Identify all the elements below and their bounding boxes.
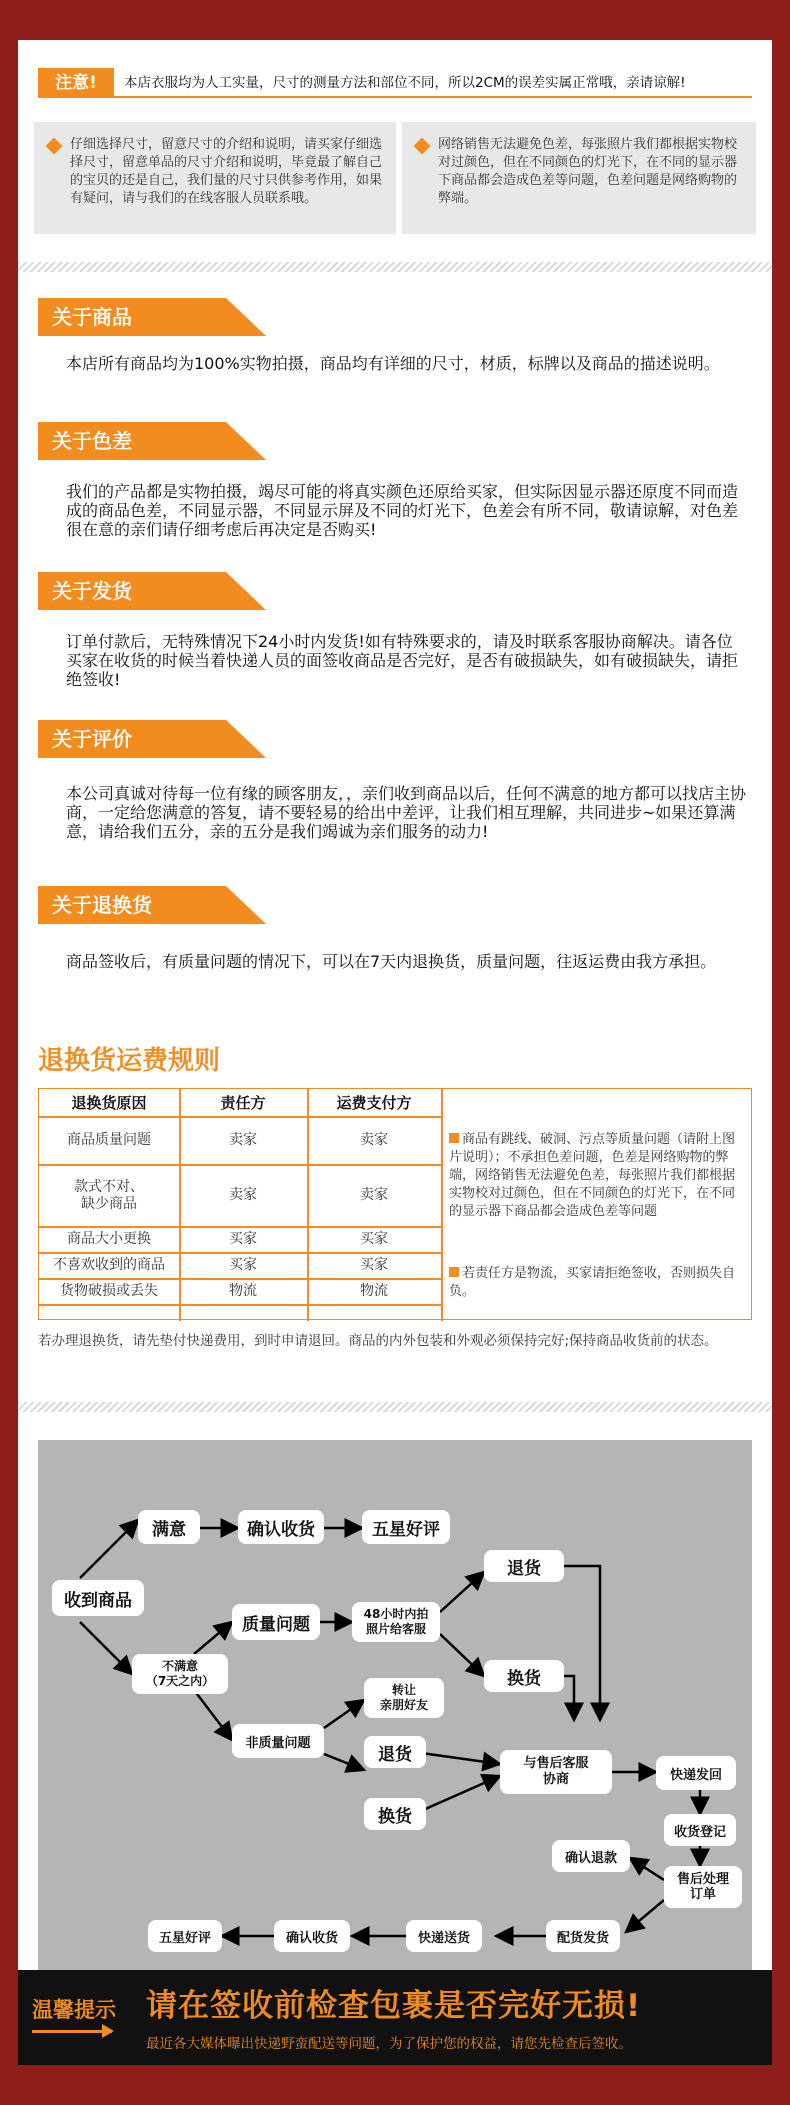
table-header: 运费支付方 xyxy=(336,1094,412,1112)
table-cell: 卖家 xyxy=(360,1132,388,1148)
arrow-right-icon xyxy=(32,2030,112,2033)
section-body-review: 本公司真诚对待每一位有缘的顾客朋友，，亲们收到商品以后，任何不满意的地方都可以找店主协商，一定给您满意的答复，请不要轻易的给出中差评，让我们相互理解，共同进步~如果还算满意，请给我们五分，亲的五分是我们竭诚为亲们服务的动力! xyxy=(66,784,747,841)
diamond-bullet-icon xyxy=(414,138,431,155)
rules-note-text: 若责任方是物流，买家请拒绝签收，否则损失自负。 xyxy=(449,1266,736,1299)
rules-footer: 若办理退换货，请先垫付快递费用，到时申请退回。商品的内外包装和外观必须保持完好;保持商品收货前的状态。 xyxy=(38,1333,718,1349)
color-tip-box xyxy=(402,122,756,234)
notice-text: 本店衣服均为人工实量，尺寸的测量方法和部位不同，所以2CM的误差实属正常哦，亲请谅解! xyxy=(124,75,686,91)
color-tip-text: 网络销售无法避免色差，每张照片我们都根据实物校对过颜色，但在不同颜色的灯光下，在不同的显示器下商品都会造成色差等问题，色差问题是网络购物的弊端。 xyxy=(438,137,738,206)
rules-note xyxy=(449,1131,745,1221)
return-flowchart xyxy=(38,1440,752,1970)
section-tab-return xyxy=(38,886,266,924)
flow-exchange-nonquality: 换货 xyxy=(364,1798,426,1830)
flow-return-quality: 退货 xyxy=(484,1550,564,1582)
section-tab-color xyxy=(38,422,266,460)
table-cell: 卖家 xyxy=(229,1132,257,1148)
rules-note xyxy=(449,1265,745,1301)
flow-satisfied: 满意 xyxy=(138,1510,200,1544)
flow-receipt-register: 收货登记 xyxy=(664,1814,736,1846)
section-tab-review xyxy=(38,720,266,758)
section-title: 关于发货 xyxy=(52,579,132,603)
info-page xyxy=(18,40,772,2065)
flow-process-line2: 订单 xyxy=(689,1887,716,1902)
table-cell: 商品大小更换 xyxy=(67,1231,151,1247)
notice-bar xyxy=(38,68,752,98)
table-cell: 买家 xyxy=(360,1231,388,1247)
flow-transfer-line1: 转让 xyxy=(391,1683,416,1697)
table-cell: 买家 xyxy=(229,1231,257,1247)
section-title: 关于色差 xyxy=(52,429,132,453)
diamond-bullet-icon xyxy=(46,138,63,155)
flow-process-order xyxy=(664,1866,742,1908)
flow-received: 收到商品 xyxy=(52,1580,144,1616)
flow-exchange-quality: 换货 xyxy=(484,1660,564,1692)
square-bullet-icon xyxy=(449,1267,459,1277)
flow-return-nonquality: 退货 xyxy=(364,1736,426,1768)
section-tab-shipping xyxy=(38,572,266,610)
table-cell: 卖家 xyxy=(229,1187,257,1203)
square-bullet-icon xyxy=(449,1133,459,1143)
size-tip-box xyxy=(34,122,396,234)
table-cell: 卖家 xyxy=(360,1187,388,1203)
table-cell: 买家 xyxy=(229,1257,257,1273)
notice-tag: 注意! xyxy=(38,68,114,98)
section-tab-product xyxy=(38,298,266,336)
flow-unsatisfied-label: 不满意 xyxy=(161,1659,198,1673)
banner-headline: 请在签收前检查包裹是否完好无损! xyxy=(146,1988,642,2024)
table-header: 退换货原因 xyxy=(71,1094,147,1112)
flow-nonquality-issue: 非质量问题 xyxy=(232,1724,324,1758)
table-cell: 货物破损或丢失 xyxy=(60,1283,158,1299)
rules-note-text: 商品有跳线、破洞、污点等质量问题（请附上图片说明）；不承担色差问题，色差是网络购物的弊端，网络销售无法避免色差，每张照片我们都根据实物校对过颜色，但在不同颜色的灯光下，在不同的显示器下商品都会造成色差等问题 xyxy=(449,1132,736,1219)
table-cell: 不喜欢收到的商品 xyxy=(53,1257,165,1273)
flow-unsatisfied-sub: （7天之内） xyxy=(145,1674,215,1688)
section-body-shipping: 订单付款后，无特殊情况下24小时内发货!如有特殊要求的，请及时联系客服协商解决。请各位买家在收货的时候当着快递人员的面签收商品是否完好，是否有破损缺失，如有破损缺失，请拒绝签收! xyxy=(66,632,739,689)
divider xyxy=(18,262,772,272)
flow-dispatch: 配货发货 xyxy=(546,1920,620,1952)
table-cell: 物流 xyxy=(229,1283,257,1299)
flow-confirm-refund: 确认退款 xyxy=(552,1840,630,1872)
section-title: 关于退换货 xyxy=(52,893,152,917)
flow-process-line1: 售后处理 xyxy=(676,1872,729,1887)
flow-transfer-line2: 亲朋好友 xyxy=(379,1698,428,1712)
flow-negotiate-service xyxy=(500,1750,612,1794)
flow-confirm-receipt-2: 确认收货 xyxy=(274,1920,350,1952)
table-cell: 物流 xyxy=(360,1283,388,1299)
size-tip-text: 仔细选择尺寸，留意尺寸的介绍和说明，请买家仔细选择尺寸，留意单品的尺寸介绍和说明，毕竟最了解自己的宝贝的还是自己，我们量的尺寸只供参考作用，如果有疑问，请与我们的在线客服人员联系哦。 xyxy=(70,137,383,206)
flow-photo-line2: 照片给客服 xyxy=(365,1622,426,1636)
rules-title: 退换货运费规则 xyxy=(38,1046,221,1076)
table-cell: 商品质量问题 xyxy=(67,1132,151,1148)
table-line xyxy=(441,1089,443,1321)
table-header: 责任方 xyxy=(220,1094,266,1112)
flow-transfer-friends xyxy=(364,1678,444,1718)
table-line xyxy=(39,1304,441,1306)
flow-unsatisfied xyxy=(132,1654,228,1694)
section-body-product: 本店所有商品均为100%实物拍摄，商品均有详细的尺寸，材质，标牌以及商品的描述说明。 xyxy=(66,354,720,373)
section-title: 关于商品 xyxy=(52,305,132,329)
banner-subtext: 最近各大媒体曝出快递野蛮配送等问题，为了保护您的权益，请您先检查后签收。 xyxy=(146,2036,632,2052)
table-cell: 买家 xyxy=(360,1257,388,1273)
flow-negotiate-line2: 协商 xyxy=(542,1772,569,1787)
section-body-return: 商品签收后，有质量问题的情况下，可以在7天内退换货，质量问题，往返运费由我方承担。 xyxy=(66,952,717,971)
section-title: 关于评价 xyxy=(52,727,132,751)
flow-courier-delivery: 快递送货 xyxy=(406,1920,482,1952)
banner-tag: 温馨提示 xyxy=(32,1998,116,2022)
flow-five-star-2: 五星好评 xyxy=(148,1920,222,1952)
flow-quality-issue: 质量问题 xyxy=(232,1604,320,1640)
divider xyxy=(18,1402,772,1412)
flow-ship-back: 快递发回 xyxy=(656,1756,736,1790)
flow-confirm-receipt: 确认收货 xyxy=(238,1510,324,1544)
rules-table xyxy=(38,1088,752,1320)
flow-photo-line1: 48小时内拍 xyxy=(363,1607,429,1621)
table-cell: 款式不对、缺少商品 xyxy=(74,1178,144,1212)
flow-negotiate-line1: 与售后客服 xyxy=(523,1756,589,1771)
warm-tip-banner xyxy=(18,1970,772,2065)
flow-photo-to-service xyxy=(352,1602,440,1642)
flow-five-star: 五星好评 xyxy=(362,1510,450,1544)
section-body-color: 我们的产品都是实物拍摄，竭尽可能的将真实颜色还原给买家，但实际因显示器还原度不同而造成的商品色差，不同显示器，不同显示屏及不同的灯光下，色差会有所不同，敬请谅解，对色差很在意的亲们请仔细考虑后再决定是否购买! xyxy=(66,482,739,539)
